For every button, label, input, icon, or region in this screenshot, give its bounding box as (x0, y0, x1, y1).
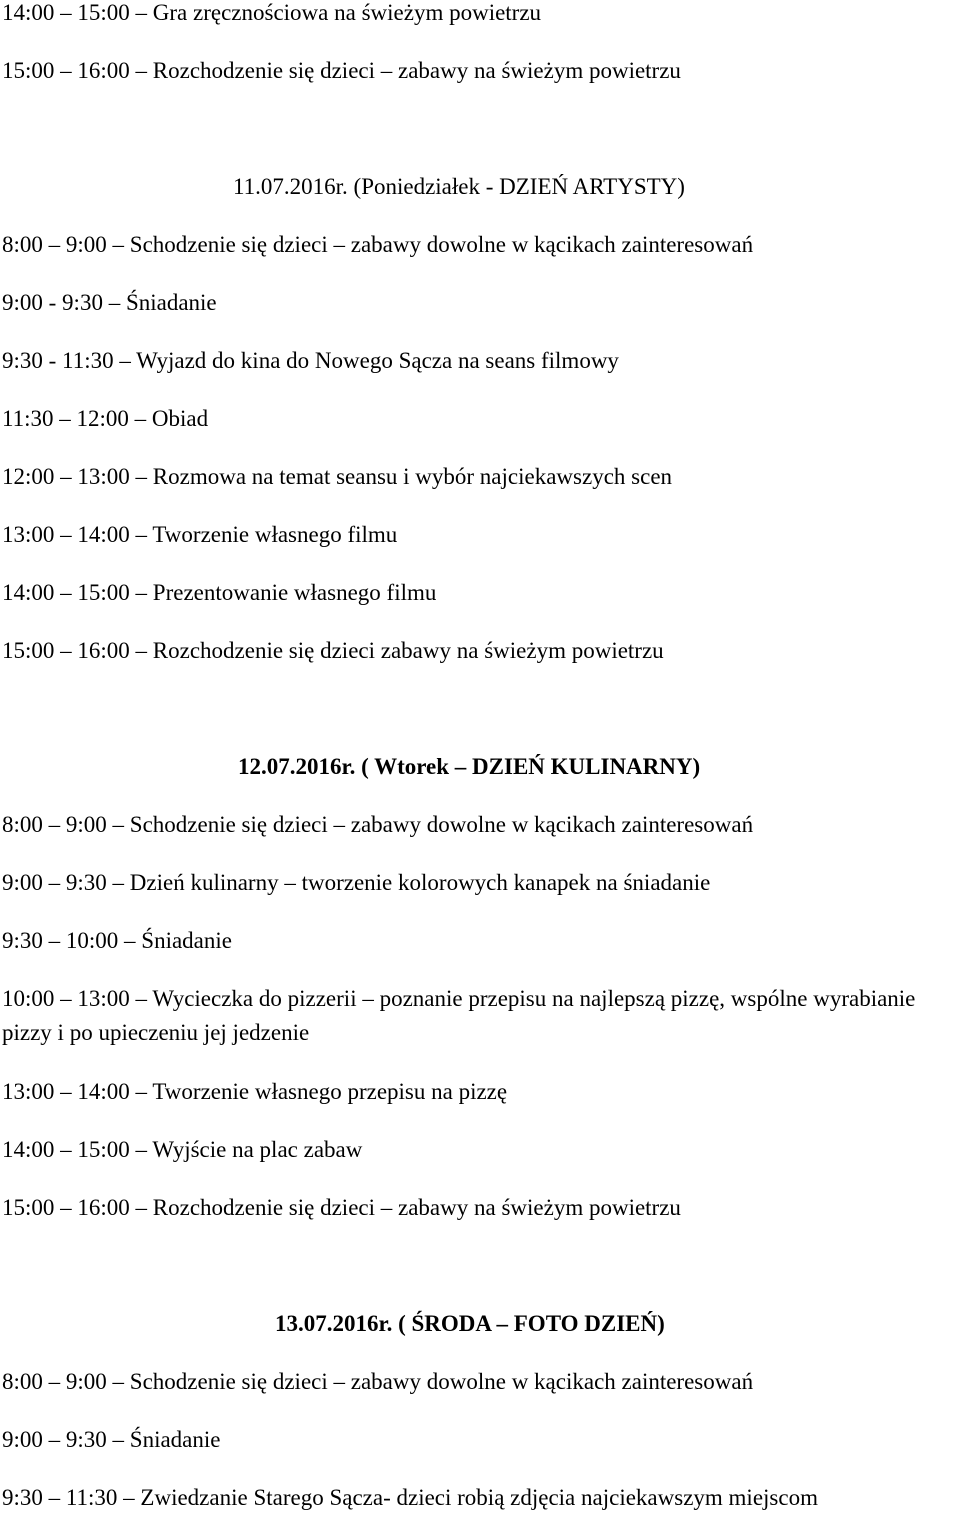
schedule-line: 9:30 - 11:30 – Wyjazd do kina do Nowego Sącza na seans filmowy (2, 348, 619, 373)
schedule-line: 9:30 – 10:00 – Śniadanie (2, 928, 232, 953)
schedule-line: 9:30 – 11:30 – Zwiedzanie Starego Sącza- dzieci robią zdjęcia najciekawszym miejscom (2, 1485, 818, 1510)
schedule-line: 14:00 – 15:00 – Gra zręcznościowa na świeżym powietrzu (2, 0, 542, 25)
day-heading (238, 754, 700, 780)
day-heading: 13.07.2016r. ( ŚRODA – FOTO DZIEŃ) (275, 1311, 665, 1336)
schedule-line: 14:00 – 15:00 – Prezentowanie własnego filmu (2, 580, 437, 605)
schedule-line: 10:00 – 13:00 – Wycieczka do pizzerii – poznanie przepisu na najlepszą pizzę, wspólne wyrabianie pizzy i po upieczeniu jej jedzenie (2, 986, 916, 1045)
schedule-line: 12:00 – 13:00 – Rozmowa na temat seansu i wybór najciekawszych scen (2, 464, 673, 489)
schedule-line: 13:00 – 14:00 – Tworzenie własnego filmu (2, 522, 398, 547)
day-heading: 11.07.2016r. (Poniedziałek - DZIEŃ ARTYSTY) (233, 174, 685, 199)
schedule-line: 14:00 – 15:00 – Wyjście na plac zabaw (2, 1137, 363, 1162)
schedule-line: 8:00 – 9:00 – Schodzenie się dzieci – zabawy dowolne w kącikach zainteresowań (2, 232, 754, 257)
schedule-line: 15:00 – 16:00 – Rozchodzenie się dzieci zabawy na świeżym powietrzu (2, 638, 664, 663)
schedule-line: 8:00 – 9:00 – Schodzenie się dzieci – zabawy dowolne w kącikach zainteresowań (2, 812, 754, 837)
schedule-line: 15:00 – 16:00 – Rozchodzenie się dzieci – zabawy na świeżym powietrzu (2, 1195, 681, 1220)
schedule-line: 9:00 – 9:30 – Dzień kulinarny – tworzenie kolorowych kanapek na śniadanie (2, 870, 711, 895)
day-heading-title: ( Wtorek – DZIEŃ KULINARNY) (361, 754, 701, 779)
schedule-line: 9:00 – 9:30 – Śniadanie (2, 1427, 221, 1452)
schedule-line: 11:30 – 12:00 – Obiad (2, 406, 209, 431)
day-heading-date: 12.07.2016r. (238, 754, 356, 779)
schedule-line: 15:00 – 16:00 – Rozchodzenie się dzieci – zabawy na świeżym powietrzu (2, 58, 681, 83)
schedule-line: 8:00 – 9:00 – Schodzenie się dzieci – zabawy dowolne w kącikach zainteresowań (2, 1369, 754, 1394)
schedule-line: 13:00 – 14:00 – Tworzenie własnego przepisu na pizzę (2, 1079, 508, 1104)
schedule-line: 9:00 - 9:30 – Śniadanie (2, 290, 217, 315)
